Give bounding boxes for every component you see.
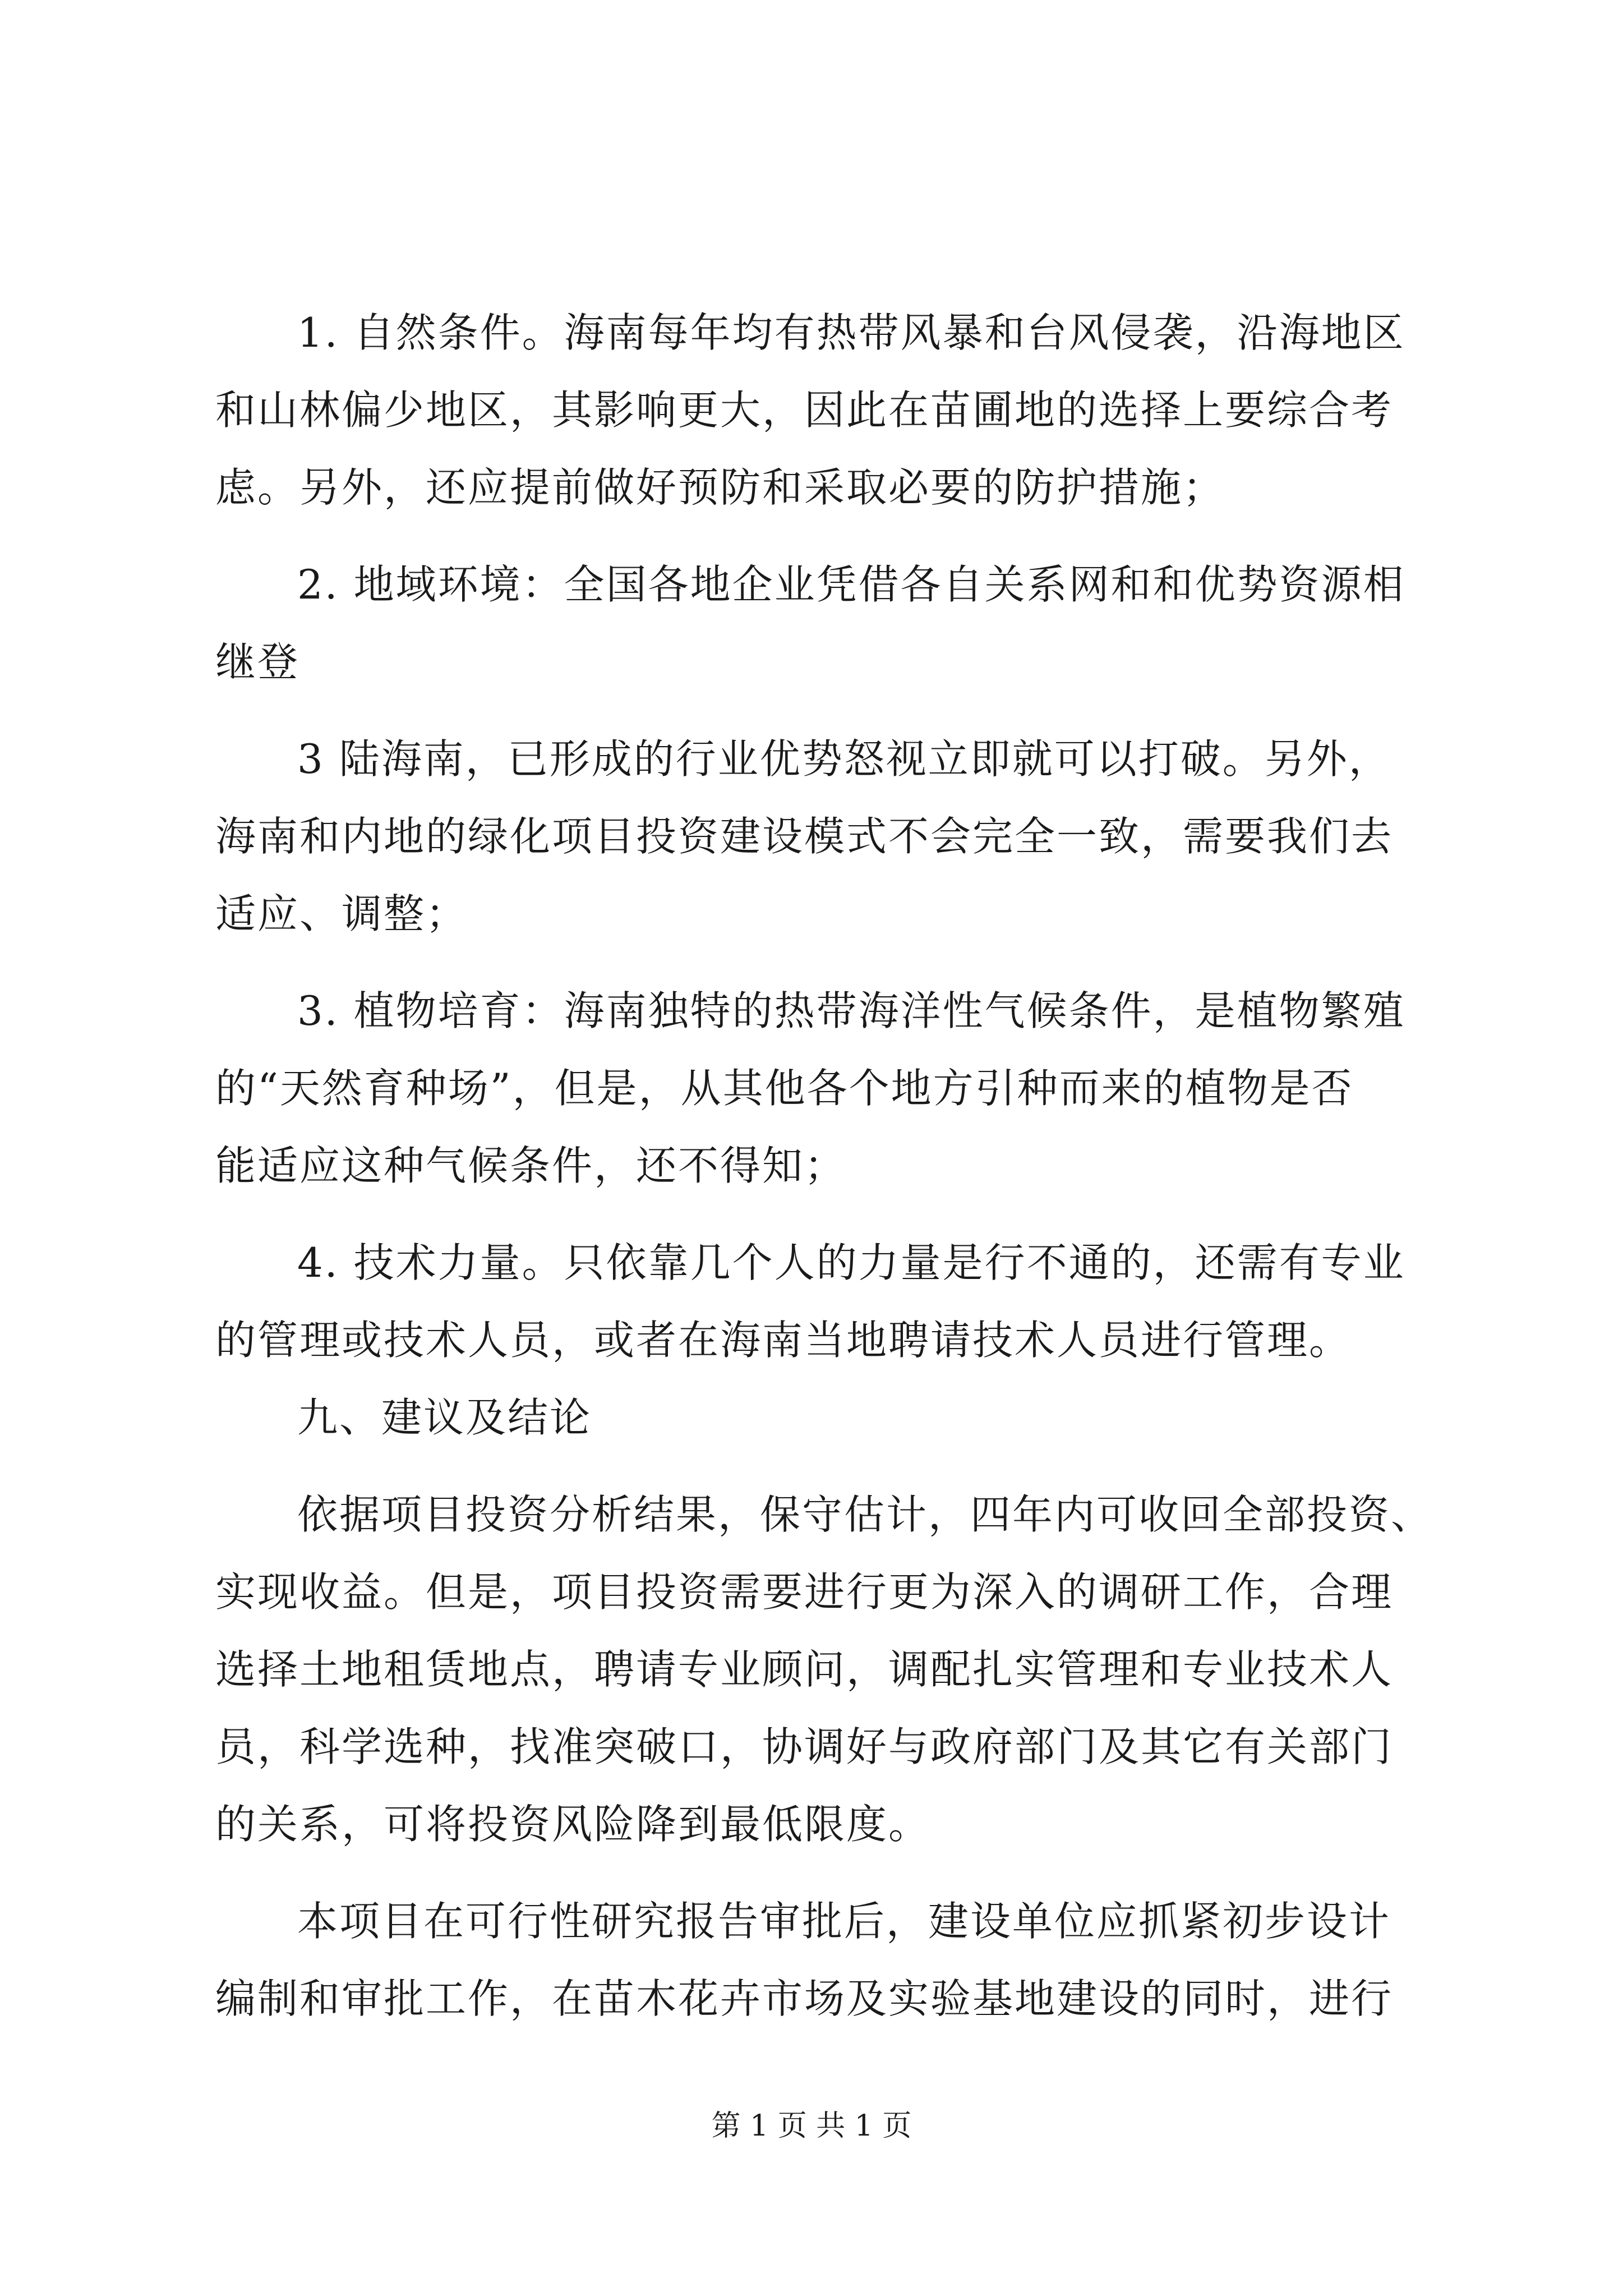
paragraph-line-18: 员，科学选种，找准突破口，协调好与政府部门及其它有关部门 bbox=[215, 1723, 1394, 1770]
paragraph-line-6: 3 陆海南，已形成的行业优势怒视立即就可以打破。另外， bbox=[297, 735, 1391, 783]
paragraph-line-20: 本项目在可行性研究报告审批后，建设单位应抓紧初步设计 bbox=[297, 1898, 1391, 1945]
paragraph-line-10: 的“天然育种场”，但是，从其他各个地方引种而来的植物是否 bbox=[215, 1065, 1354, 1112]
section-heading: 九、建议及结论 bbox=[297, 1394, 592, 1441]
paragraph-line-11: 能适应这种气候条件，还不得知； bbox=[215, 1142, 847, 1189]
paragraph-line-15: 依据项目投资分析结果，保守估计，四年内可收回全部投资、 bbox=[297, 1491, 1433, 1538]
paragraph-line-2: 和山林偏少地区，其影响更大，因此在苗圃地的选择上要综合考 bbox=[215, 386, 1394, 434]
paragraph-line-12: 4. 技术力量。只依靠几个人的力量是行不通的，还需有专业 bbox=[297, 1239, 1405, 1286]
paragraph-line-5: 继登 bbox=[215, 638, 300, 685]
paragraph-line-9: 3. 植物培育：海南独特的热带海洋性气候条件，是植物繁殖 bbox=[297, 987, 1405, 1034]
paragraph-line-16: 实现收益。但是，项目投资需要进行更为深入的调研工作，合理 bbox=[215, 1568, 1394, 1616]
paragraph-line-13: 的管理或技术人员，或者在海南当地聘请技术人员进行管理。 bbox=[215, 1317, 1352, 1364]
paragraph-line-3: 虑。另外，还应提前做好预防和采取必要的防护措施； bbox=[215, 464, 1225, 511]
paragraph-line-1: 1. 自然条件。海南每年均有热带风暴和台风侵袭，沿海地区 bbox=[297, 309, 1405, 356]
page-footer: 第 1 页 共 1 页 bbox=[711, 2109, 912, 2143]
paragraph-line-8: 适应、调整； bbox=[215, 890, 468, 937]
paragraph-line-21: 编制和审批工作，在苗木花卉市场及实验基地建设的同时，进行 bbox=[215, 1975, 1394, 2022]
paragraph-line-4: 2. 地域环境：全国各地企业凭借各自关系网和和优势资源相 bbox=[297, 561, 1405, 608]
paragraph-line-17: 选择土地租赁地点，聘请专业顾问，调配扎实管理和专业技术人 bbox=[215, 1646, 1394, 1693]
paragraph-line-7: 海南和内地的绿化项目投资建设模式不会完全一致，需要我们去 bbox=[215, 813, 1394, 860]
paragraph-line-19: 的关系，可将投资风险降到最低限度。 bbox=[215, 1801, 931, 1848]
